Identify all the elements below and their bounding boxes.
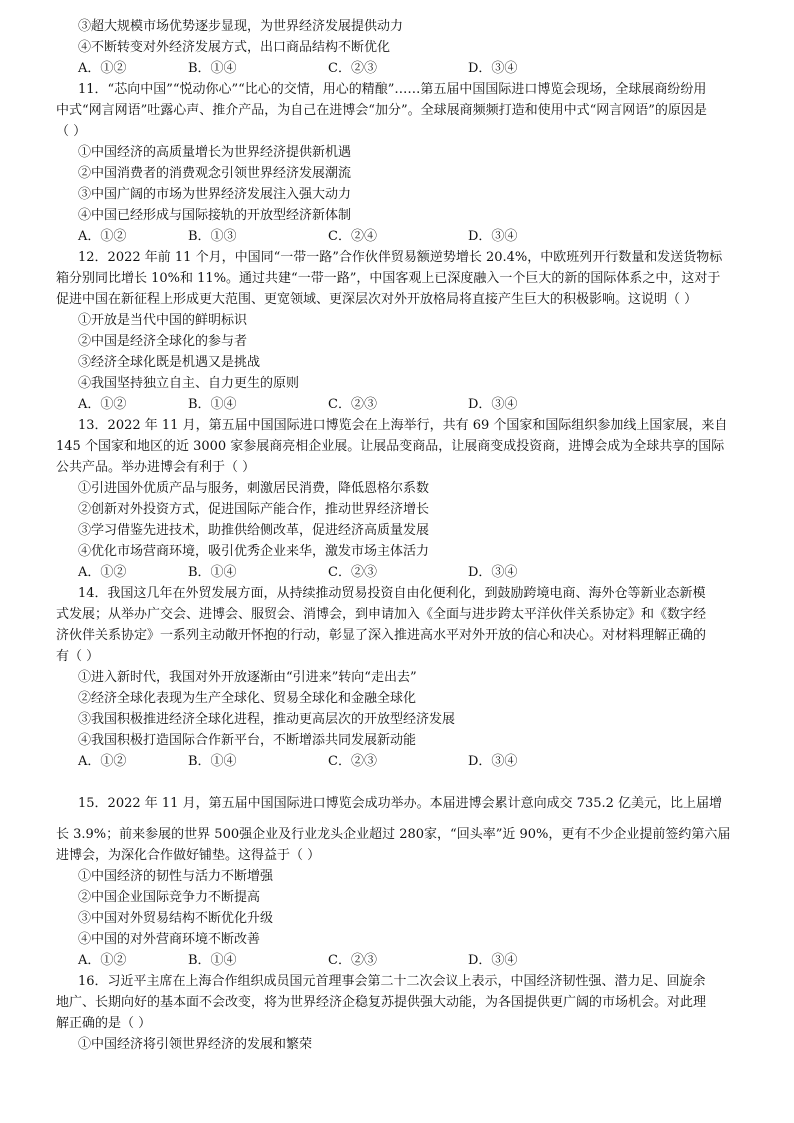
q13-option-2: ②创新对外投资方式，促进国际产能合作，推动世界经济增长 [78,502,430,517]
q11-option-2: ②中国消费者的消费观念引领世界经济发展潮流 [78,166,352,181]
q14-stem-1: 14．我国这几年在外贸发展方面，从持续推动贸易投资自由化便利化，到鼓励跨境电商、海外仓等新业态新模 [78,586,706,601]
answer-a: A．①② [78,953,127,968]
q16-stem-1: 16．习近平主席在上海合作组织成员国元首理事会第二十二次会议上表示，中国经济韧性强、潜力足、回旋余 [78,974,706,989]
q15-option-2: ②中国企业国际竞争力不断提高 [78,890,261,905]
q14-stem-2: 式发展；从举办广交会、进博会、服贸会、消博会，到申请加入《全面与进步跨太平洋伙伴关系协定》和《数字经 [56,607,707,622]
answer-b: B．①③ [188,229,237,244]
answer-d: D．③④ [468,229,518,244]
answer-c: C．②③ [328,565,377,580]
q15-option-1: ①中国经济的韧性与活力不断增强 [78,869,274,884]
q10-answers [56,58,746,79]
spacer [56,814,746,824]
q12-option-1: ①开放是当代中国的鲜明标识 [78,313,248,328]
answer-a: A．①② [78,754,127,769]
q11-option-4: ④中国已经形成与国际接轨的开放型经济新体制 [78,208,352,223]
answer-d: D．③④ [468,565,518,580]
answer-a: A．①② [78,397,127,412]
q14-option-1: ①进入新时代，我国对外开放逐渐由“引进来”转向“走出去” [78,670,417,685]
answer-c: C．②③ [328,61,377,76]
q14-answers [56,751,746,772]
q16-option-1: ①中国经济将引领世界经济的发展和繁荣 [78,1037,313,1052]
q15-stem-2: 长 3.9%；前来参展的世界 500强企业及行业龙头企业超过 280家，“回头率”近 90%，更有不少企业提前签约第六届 [56,827,731,842]
q12-option-3: ③经济全球化既是机遇又是挑战 [78,355,261,370]
q15-answers [56,950,746,971]
q15-option-4: ④中国的对外营商环境不断改善 [78,932,261,947]
q11-answers [56,226,746,247]
q12-stem-1: 12．2022 年前 11 个月，中国同“一带一路”合作伙伴贸易额逆势增长 20.4%，中欧班列开行数量和发送货物标 [78,250,723,265]
answer-b: B．①④ [188,754,237,769]
answer-c: C．②④ [328,229,377,244]
q14-option-3: ③我国积极推进经济全球化进程，推动更高层次的开放型经济发展 [78,712,456,727]
q12-option-2: ②中国是经济全球化的参与者 [78,334,248,349]
q16-stem-2: 地广、长期向好的基本面不会改变，将为世界经济企稳复苏提供强大动能，为各国提供更广阔的市场机会。对此理 [56,995,707,1010]
q13-option-3: ③学习借鉴先进技术，助推供给侧改革，促进经济高质量发展 [78,523,430,538]
q13-stem-2: 145 个国家和地区的近 3000 家参展商亮相企业展。让展品变商品，让展商变成投资商，进博会成为全球共享的国际 [56,439,725,454]
q11-option-3: ③中国广阔的市场为世界经济发展注入强大动力 [78,187,352,202]
answer-c: C．②③ [328,953,377,968]
q15-stem-3: 进博会，为深化合作做好铺垫。这得益于（ ） [56,848,321,863]
q14-stem-4: 有（ ） [56,649,100,664]
answer-c: C．②③ [328,397,377,412]
q12-stem-2: 箱分别同比增长 10%和 11%。通过共建“一带一路”，中国客观上已深度融入一个巨大的新的国际体系之中，这对于 [56,271,721,286]
q13-option-4: ④优化市场营商环境，吸引优秀企业来华，激发市场主体活力 [78,544,430,559]
q13-option-1: ①引进国外优质产品与服务，刺激居民消费，降低恩格尔系数 [78,481,430,496]
q10-option-4: ④不断转变对外经济发展方式，出口商品结构不断优化 [78,40,391,55]
answer-a: A．①② [78,61,127,76]
q11-option-1: ①中国经济的高质量增长为世界经济提供新机遇 [78,145,352,160]
q16-stem-3: 解正确的是（ ） [56,1016,152,1031]
q12-stem-3: 促进中国在新征程上形成更大范围、更宽领域、更深层次对外开放格局将直接产生巨大的积极影响。这说明（ ） [56,292,698,307]
q12-option-4: ④我国坚持独立自主、自力更生的原则 [78,376,300,391]
answer-d: D．③④ [468,754,518,769]
answer-b: B．①④ [188,397,237,412]
answer-b: B．①④ [188,953,237,968]
spacer [56,772,746,793]
answer-d: D．③④ [468,61,518,76]
q13-stem-3: 公共产品。举办进博会有利于（ ） [56,460,256,475]
q14-option-2: ②经济全球化表现为生产全球化、贸易全球化和金融全球化 [78,691,417,706]
answer-a: A．①② [78,565,127,580]
answer-d: D．③④ [468,953,518,968]
q13-stem-1: 13．2022 年 11 月，第五届中国国际进口博览会在上海举行，共有 69 个国家和国际组织参加线上国家展，来自 [78,418,728,433]
q11-stem-1: 11．“芯向中国”“悦动你心”“比心的交情，用心的精酿”……第五届中国国际进口博览会现场，全球展商纷纷用 [78,82,707,97]
q14-option-4: ④我国积极打造国际合作新平台，不断增添共同发展新动能 [78,733,417,748]
q14-stem-3: 济伙伴关系协定》一系列主动敞开怀抱的行动，彰显了深入推进高水平对外开放的信心和决心。对材料理解正确的 [56,628,707,643]
q11-stem-2: 中式“网言网语”吐露心声、推介产品，为自己在进博会“加分”。全球展商频频打造和使用中式“网言网语”的原因是 [56,103,707,118]
q13-answers [56,562,746,583]
q15-option-3: ③中国对外贸易结构不断优化升级 [78,911,274,926]
exam-page [56,16,746,1055]
q11-stem-3: （ ） [56,124,87,139]
answer-b: B．①④ [188,61,237,76]
answer-c: C．②③ [328,754,377,769]
q15-stem-1: 15．2022 年 11 月，第五届中国国际进口博览会成功举办。本届进博会累计意向成交 735.2 亿美元，比上届增 [78,796,723,811]
answer-b: B．①④ [188,565,237,580]
answer-d: D．③④ [468,397,518,412]
q12-answers [56,394,746,415]
answer-a: A．①② [78,229,127,244]
q10-option-3: ③超大规模市场优势逐步显现，为世界经济发展提供动力 [78,19,404,34]
